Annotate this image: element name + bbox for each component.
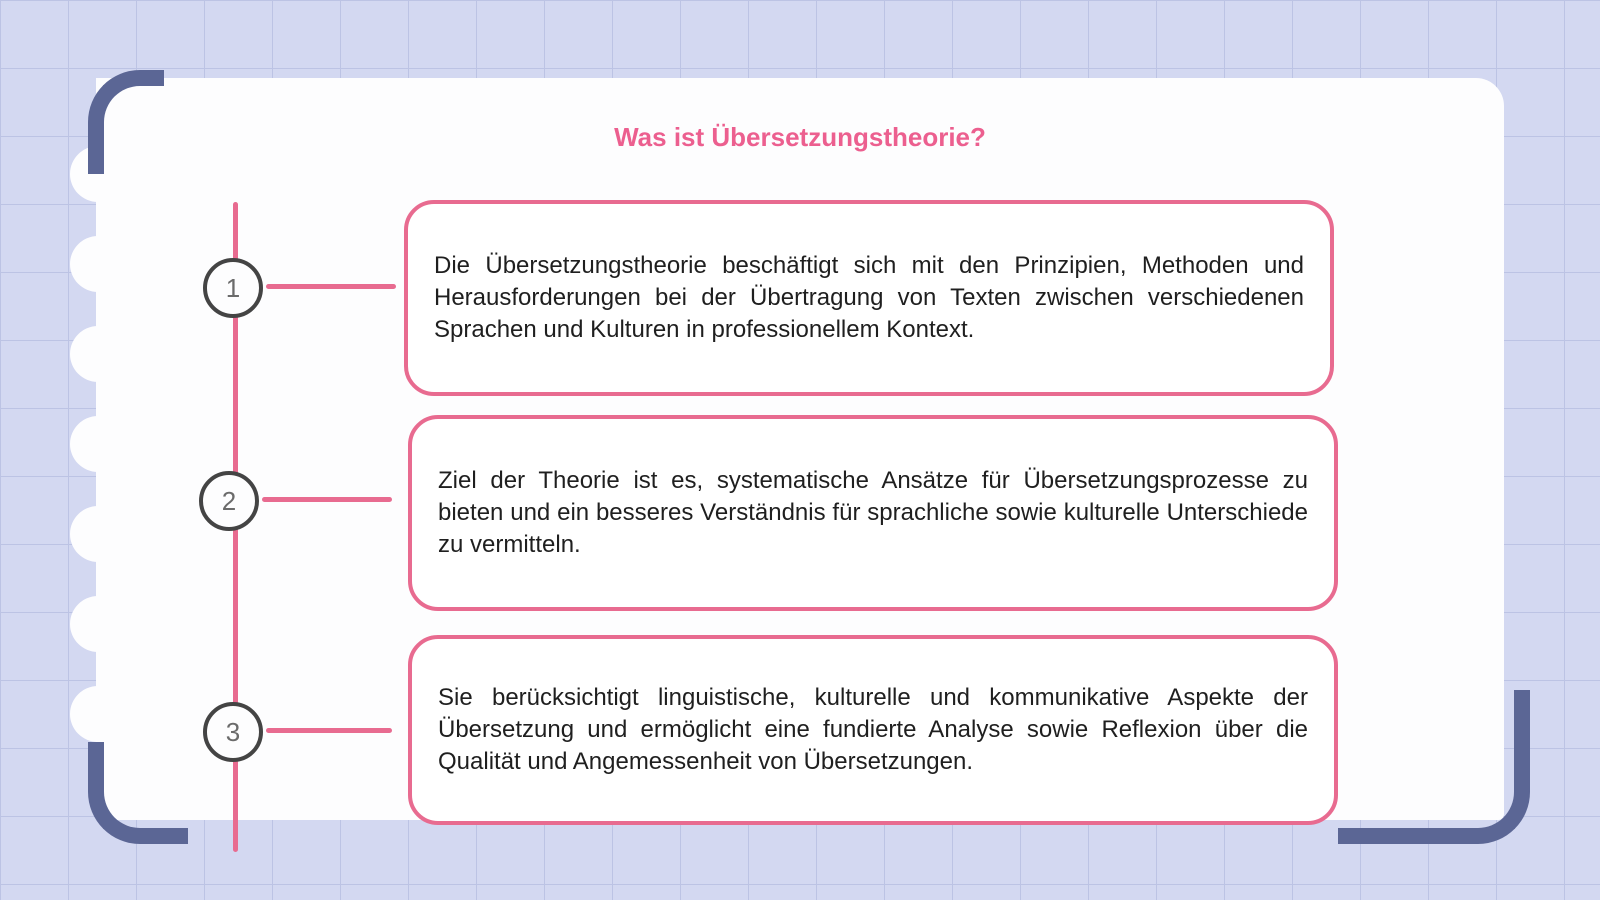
slide-title: Was ist Übersetzungstheorie? — [614, 122, 986, 152]
paper-scallop — [70, 326, 126, 382]
step-text: Die Übersetzungstheorie beschäftigt sich mit den Prinzipien, Methoden und Herausforderungen bei der Übertragung von Texten zwischen verschiedenen Sprachen und Kulturen in professionellem Kontext. — [434, 252, 1304, 343]
step-connector — [262, 497, 392, 502]
paper-scallop — [70, 416, 126, 472]
step-number-badge — [199, 471, 259, 531]
frame-corner-bottom-left — [88, 742, 188, 844]
paper-scallop — [70, 506, 126, 562]
step-text: Sie berücksichtigt linguistische, kulturelle und kommunikative Aspekte der Übersetzung und ermöglicht eine fundierte Analyse sowie Reflexion über die Qualität und Angemessenheit von Übersetzungen. — [438, 684, 1308, 775]
step-card — [404, 200, 1334, 396]
step-text: Ziel der Theorie ist es, systematische Ansätze für Übersetzungsprozesse zu bieten und ein besseres Verständnis für sprachliche sowie kulturelle Unterschiede zu vermitteln. — [438, 467, 1308, 558]
step-card — [408, 635, 1338, 825]
step-connector — [266, 728, 392, 733]
step-number: 1 — [225, 272, 241, 303]
frame-corner-bottom-right — [1338, 690, 1530, 844]
step-card — [408, 415, 1338, 611]
paper-scallop — [70, 596, 126, 652]
step-number: 2 — [221, 485, 237, 516]
step-number-badge — [203, 258, 263, 318]
step-number: 3 — [225, 716, 241, 747]
step-connector — [266, 284, 396, 289]
step-number-badge — [203, 702, 263, 762]
paper-scallop — [70, 236, 126, 292]
paper-scallop — [70, 686, 126, 742]
